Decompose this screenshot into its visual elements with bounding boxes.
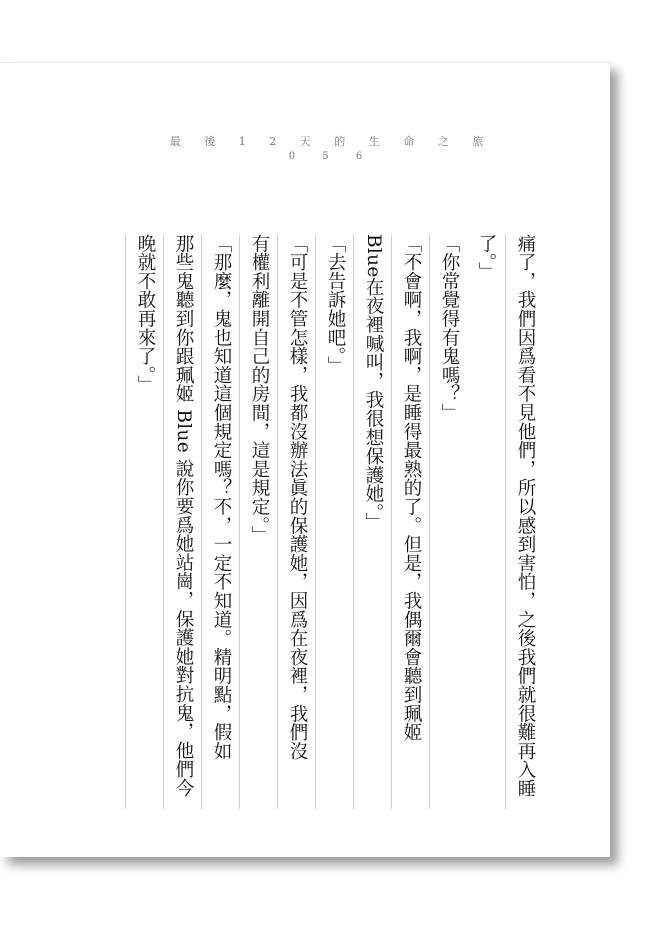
text-column-7 (277, 234, 311, 809)
column-text-5: Blue在夜裡喊叫，我很想保護她。」 (363, 234, 384, 532)
column-text-1: 痛了，我們因爲看不見他們，所以感到害怕，之後我們就很難再入睡 (515, 234, 536, 798)
text-column-2 (467, 234, 501, 809)
text-column-3 (429, 234, 463, 809)
column-text-6: 「去告訴她吧。」 (325, 234, 346, 376)
text-column-10 (163, 234, 197, 809)
column-text-8: 有權利離開自己的房間，這是規定。」 (249, 234, 270, 545)
column-text-2: 了。」 (476, 234, 497, 282)
column-text-9: 「那麼，鬼也知道這個規定嗎？不，一定不知道。精明點，假如 (211, 234, 232, 761)
text-column-11 (125, 234, 159, 809)
text-column-1 (505, 234, 539, 809)
column-text-11: 晚就不敢再來了。」 (135, 234, 156, 394)
text-column-8 (239, 234, 273, 809)
text-column-9 (201, 234, 235, 809)
text-column-4 (391, 234, 425, 809)
page-number: 0 5 6 (288, 151, 375, 162)
column-text-3: 「你常覺得有鬼嗎？」 (439, 234, 460, 422)
text-column-6 (315, 234, 349, 809)
text-column-5 (353, 234, 387, 809)
column-text-4: 「不會啊，我啊，是睡得最熟的了。但是，我偶爾會聽到珮姬 (401, 234, 422, 742)
page-top-edge (0, 62, 610, 63)
running-head-title: 最 後 1 2 天 的 生 命 之 旅 (169, 135, 494, 148)
column-text-7: 「可是不管怎樣，我都沒辦法眞的保護她，因爲在夜裡，我們沒 (287, 234, 308, 761)
column-text-10: 那些鬼聽到你跟珮姬 Blue 說你要爲她站崗，保護她對抗鬼，他們今 (173, 234, 194, 798)
